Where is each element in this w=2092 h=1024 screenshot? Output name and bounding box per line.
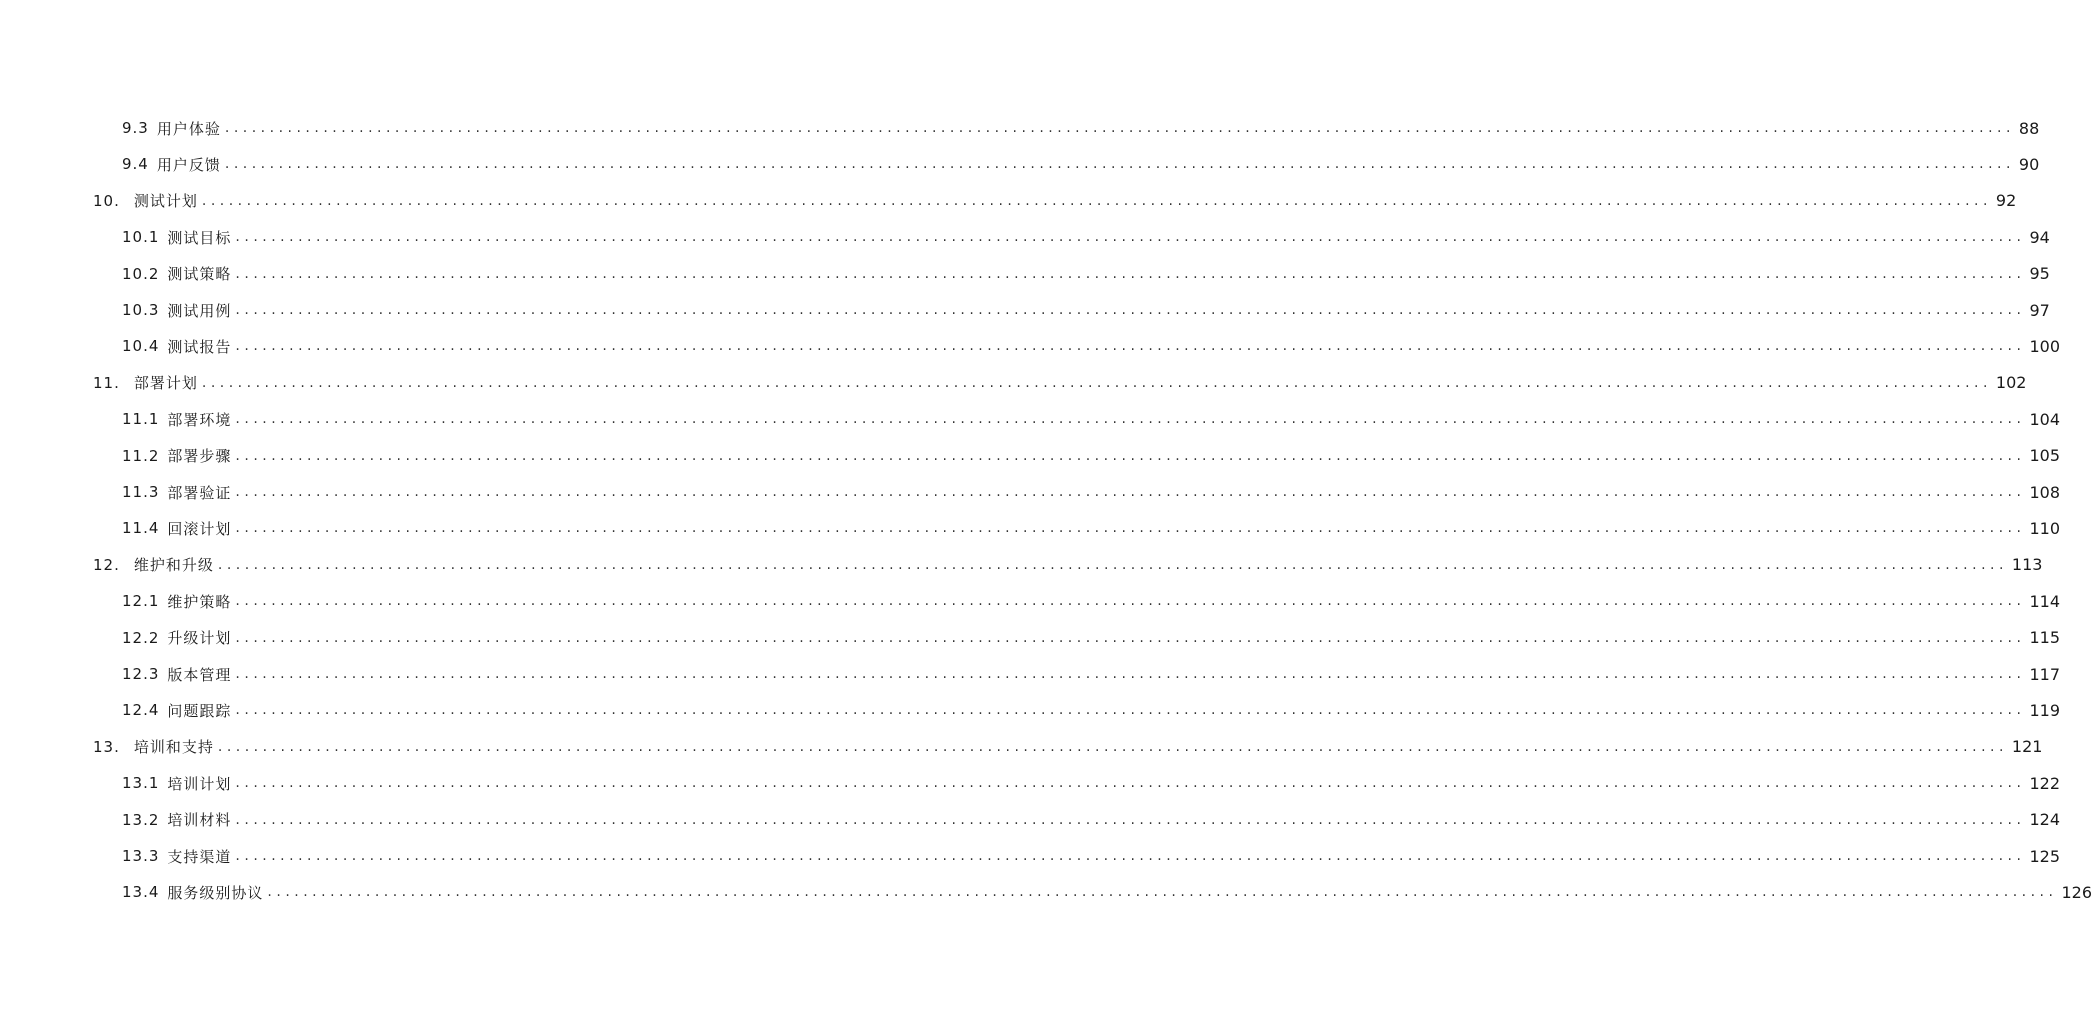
toc-entry-title: 部署验证 [167, 483, 232, 502]
toc-entry-page: 94 [2029, 227, 2050, 247]
toc-entry-page: 100 [2029, 336, 2061, 356]
toc-entry-title: 测试用例 [167, 301, 232, 320]
toc-entry-number: 13. [93, 737, 120, 756]
toc-entry-page: 114 [2029, 591, 2061, 611]
toc-entry-title: 服务级别协议 [167, 883, 264, 902]
dot-leader: ........................................................................................................................................................................................................ [235, 848, 2026, 864]
toc-section-entry[interactable] [122, 262, 2050, 286]
toc-chapter-entry[interactable] [93, 371, 2027, 395]
toc-entry-page: 105 [2029, 446, 2061, 466]
dot-leader: ........................................................................................................................................................................................................ [201, 374, 1992, 391]
toc-entry-page: 124 [2029, 810, 2061, 830]
dot-leader: ........................................................................................................................................................................................................ [235, 593, 2026, 610]
toc-section-entry[interactable] [122, 626, 2061, 650]
toc-entry-page: 108 [2029, 482, 2061, 502]
toc-entry-number: 11.2 [122, 446, 160, 465]
dot-leader: ........................................................................................................................................................................................................ [235, 447, 2026, 464]
toc-entry-title: 用户体验 [156, 119, 221, 138]
toc-section-entry[interactable] [122, 808, 2061, 832]
toc-section-entry[interactable] [122, 444, 2061, 468]
toc-section-entry[interactable] [122, 880, 2092, 904]
toc-section-entry[interactable] [122, 407, 2061, 431]
dot-leader: ........................................................................................................................................................................................................ [235, 520, 2026, 537]
toc-entry-page: 125 [2029, 846, 2061, 866]
dot-leader: ........................................................................................................................................................................................................ [235, 484, 2026, 500]
toc-entry-number: 13.2 [122, 810, 160, 829]
toc-entry-number: 9.4 [122, 155, 149, 174]
toc-entry-title: 部署计划 [133, 374, 198, 393]
toc-chapter-entry[interactable] [93, 735, 2043, 759]
toc-entry-page: 102 [1995, 373, 2027, 393]
dot-leader: ........................................................................................................................................................................................................ [235, 811, 2026, 828]
toc-entry-number: 13.4 [122, 883, 160, 902]
dot-leader: ........................................................................................................................................................................................................ [235, 629, 2026, 646]
dot-leader: ........................................................................................................................................................................................................ [235, 411, 2026, 428]
toc-section-entry[interactable] [122, 662, 2061, 686]
toc-entry-number: 10.2 [122, 264, 160, 283]
toc-entry-number: 11.1 [122, 410, 160, 429]
toc-entry-page: 95 [2029, 264, 2050, 284]
toc-section-entry[interactable] [122, 844, 2061, 868]
toc-section-entry[interactable] [122, 225, 2050, 249]
toc-section-entry[interactable] [122, 516, 2061, 540]
toc-entry-title: 维护策略 [167, 592, 232, 611]
toc-entry-title: 测试计划 [133, 192, 198, 211]
toc-entry-page: 113 [2011, 555, 2043, 575]
toc-entry-number: 10. [93, 191, 120, 210]
toc-section-entry[interactable] [122, 334, 2061, 358]
toc-section-entry[interactable] [122, 152, 2040, 176]
toc-entry-title: 部署步骤 [167, 447, 232, 466]
toc-entry-number: 10.1 [122, 228, 160, 247]
toc-chapter-entry[interactable] [93, 553, 2043, 577]
toc-entry-page: 121 [2011, 737, 2043, 757]
toc-section-entry[interactable] [122, 116, 2040, 140]
toc-entry-page: 90 [2018, 154, 2040, 174]
dot-leader: ........................................................................................................................................................................................................ [235, 265, 2026, 282]
dot-leader: ........................................................................................................................................................................................................ [217, 738, 2008, 755]
toc-entry-title: 测试报告 [167, 337, 232, 356]
toc-entry-title: 版本管理 [167, 665, 232, 684]
toc-entry-page: 122 [2029, 773, 2061, 793]
toc-entry-title: 问题跟踪 [167, 701, 232, 720]
dot-leader: ........................................................................................................................................................................................................ [267, 884, 2058, 901]
toc-entry-number: 10.3 [122, 301, 160, 319]
dot-leader: ........................................................................................................................................................................................................ [235, 229, 2026, 246]
dot-leader: ........................................................................................................................................................................................................ [235, 702, 2026, 719]
toc-entry-page: 88 [2018, 118, 2040, 138]
toc-entry-title: 测试目标 [167, 228, 232, 247]
dot-leader: ........................................................................................................................................................................................................ [224, 120, 2015, 136]
dot-leader: ........................................................................................................................................................................................................ [235, 302, 2026, 318]
toc-entry-title: 回滚计划 [167, 519, 232, 538]
toc-entry-number: 11.3 [122, 483, 160, 501]
toc-entry-title: 培训计划 [167, 774, 232, 793]
dot-leader: ........................................................................................................................................................................................................ [217, 556, 2008, 573]
toc-entry-number: 12.1 [122, 592, 160, 611]
toc-chapter-entry[interactable] [93, 189, 2017, 213]
toc-entry-title: 测试策略 [167, 265, 232, 284]
toc-entry-number: 12.2 [122, 628, 160, 647]
toc-entry-number: 11.4 [122, 519, 160, 538]
toc-entry-title: 部署环境 [167, 410, 232, 429]
toc-entry-page: 92 [1995, 191, 2017, 211]
toc-section-entry[interactable] [122, 771, 2061, 795]
toc-section-entry[interactable] [122, 480, 2061, 504]
toc-entry-page: 115 [2029, 628, 2061, 648]
toc-entry-number: 12.3 [122, 665, 160, 683]
toc-entry-number: 9.3 [122, 119, 149, 137]
toc-entry-title: 升级计划 [167, 629, 232, 648]
toc-entry-title: 培训和支持 [133, 738, 214, 757]
toc-section-entry[interactable] [122, 698, 2061, 722]
toc-entry-title: 支持渠道 [167, 847, 232, 866]
toc-entry-number: 12.4 [122, 701, 160, 720]
toc-entry-page: 97 [2029, 300, 2050, 320]
toc-entry-page: 119 [2029, 700, 2061, 720]
toc-entry-page: 117 [2029, 664, 2061, 684]
toc-entry-number: 11. [93, 373, 120, 392]
toc-entry-number: 10.4 [122, 337, 160, 356]
toc-entry-title: 维护和升级 [133, 556, 214, 575]
toc-entry-number: 13.3 [122, 847, 160, 865]
toc-section-entry[interactable] [122, 298, 2050, 322]
toc-entry-number: 13.1 [122, 774, 160, 793]
toc-entry-title: 用户反馈 [156, 155, 221, 174]
toc-entry-page: 110 [2029, 518, 2061, 538]
dot-leader: ........................................................................................................................................................................................................ [201, 192, 1992, 209]
toc-entry-number: 12. [93, 555, 120, 574]
dot-leader: ........................................................................................................................................................................................................ [235, 338, 2026, 355]
toc-section-entry[interactable] [122, 589, 2061, 613]
toc-entry-page: 104 [2029, 409, 2061, 429]
dot-leader: ........................................................................................................................................................................................................ [224, 156, 2015, 173]
dot-leader: ........................................................................................................................................................................................................ [235, 666, 2026, 682]
toc-entry-page: 126 [2061, 882, 2092, 902]
toc-entry-title: 培训材料 [167, 811, 232, 830]
dot-leader: ........................................................................................................................................................................................................ [235, 775, 2026, 792]
